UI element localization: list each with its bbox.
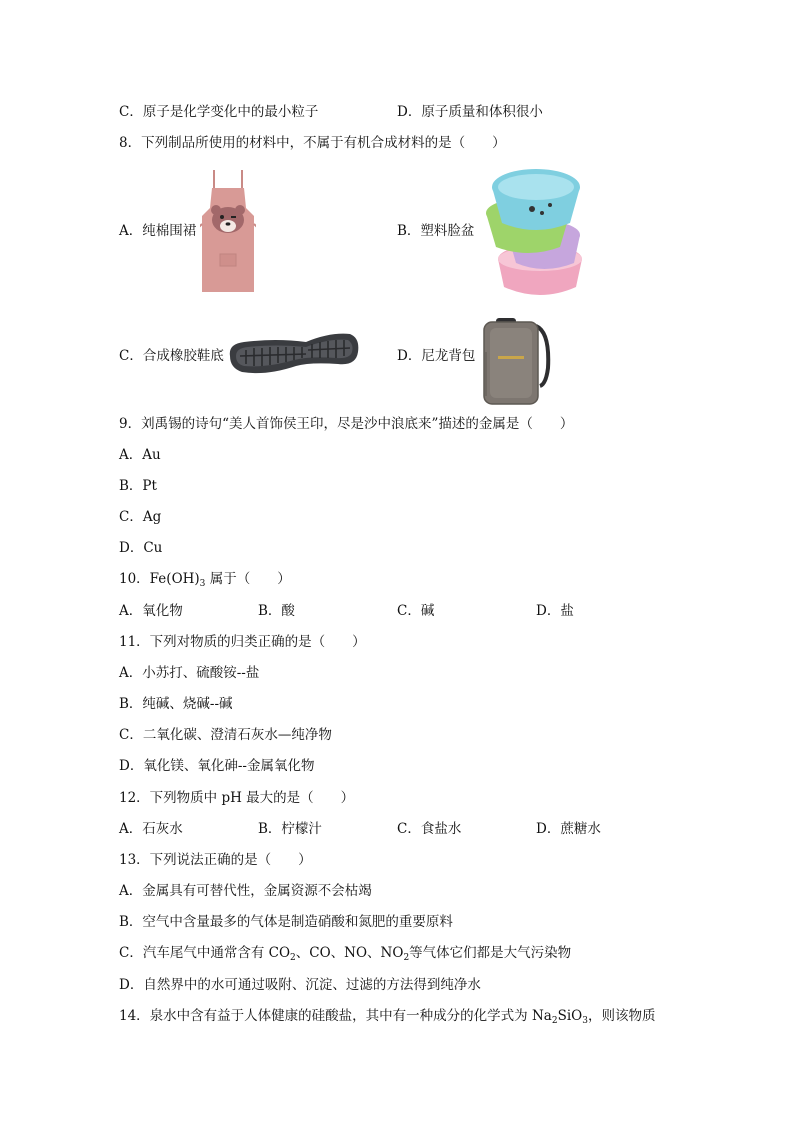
- q8-option-d: D．尼龙背包: [397, 348, 476, 364]
- q14-stem-sub1: 2: [551, 1016, 558, 1026]
- q7-option-c: C．原子是化学变化中的最小粒子: [119, 104, 319, 120]
- q11-option-a: A．小苏打、硫酸铵--盐: [119, 665, 260, 681]
- q10-option-d: D．盐: [536, 603, 574, 619]
- apron-image: [200, 168, 256, 294]
- q14-stem: [119, 1007, 655, 1030]
- q13-stem: 13．下列说法正确的是（ ）: [119, 852, 312, 868]
- q9-option-d: D．Cu: [119, 540, 163, 556]
- q13-option-c-sub1: 2: [290, 953, 296, 963]
- q13-option-c-part1: C．汽车尾气中通常含有 CO: [119, 945, 291, 961]
- plastic-basin-image: [480, 163, 582, 297]
- q8-option-b: B．塑料脸盆: [397, 223, 475, 239]
- q10-option-b: B．酸: [258, 603, 295, 619]
- q13-option-a: A．金属具有可替代性，金属资源不会枯竭: [119, 883, 372, 899]
- q11-option-c: C．二氧化碳、澄清石灰水—纯净物: [119, 727, 332, 743]
- q14-stem-part3: ，则该物质: [587, 1008, 656, 1024]
- q13-option-d: D．自然界中的水可通过吸附、沉淀、过滤的方法得到纯净水: [119, 977, 481, 993]
- q12-option-d: D．蔗糖水: [536, 821, 601, 837]
- nylon-backpack-image: [478, 312, 554, 408]
- q13-option-b: B．空气中含量最多的气体是制造硝酸和氮肥的重要原料: [119, 914, 453, 930]
- q8-option-c: C．合成橡胶鞋底: [119, 348, 224, 364]
- q12-option-a: A．石灰水: [119, 821, 183, 837]
- q13-option-c-sub2: 2: [403, 953, 410, 963]
- q13-option-c: [119, 944, 571, 967]
- q10-stem-subscript: 3: [199, 579, 206, 589]
- q13-option-c-part3: 等气体它们都是大气污染物: [409, 945, 572, 961]
- q10-option-c: C．碱: [397, 603, 435, 619]
- q12-option-b: B．柠檬汁: [258, 821, 322, 837]
- q12-stem: 12．下列物质中 pH 最大的是（ ）: [119, 790, 355, 806]
- q7-option-d: D．原子质量和体积很小: [397, 104, 543, 120]
- q10-stem-text: 属于（ ）: [205, 571, 291, 587]
- q9-stem: 9．刘禹锡的诗句“美人首饰侯王印，尽是沙中浪底来”描述的金属是（ ）: [119, 416, 574, 432]
- q9-option-b: B．Pt: [119, 478, 157, 494]
- q11-option-d: D．氧化镁、氧化砷--金属氧化物: [119, 758, 315, 774]
- q11-option-b: B．纯碱、烧碱--碱: [119, 696, 233, 712]
- q10-stem: [119, 570, 291, 593]
- q14-stem-part2: SiO: [557, 1008, 583, 1024]
- q10-option-a: A．氧化物: [119, 603, 183, 619]
- q8-option-a: A．纯棉围裙: [119, 223, 197, 239]
- q13-option-c-part2: 、CO、NO、NO: [295, 945, 404, 961]
- q9-option-c: C．Ag: [119, 509, 162, 525]
- q12-option-c: C．食盐水: [397, 821, 462, 837]
- q10-stem-formula: 10．Fe(OH): [119, 571, 200, 587]
- q14-stem-sub2: 3: [582, 1016, 588, 1026]
- q9-option-a: A．Au: [119, 447, 161, 463]
- q8-stem: 8．下列制品所使用的材料中，不属于有机合成材料的是（ ）: [119, 135, 506, 151]
- rubber-sole-image: [226, 326, 360, 378]
- q11-stem: 11．下列对物质的归类正确的是（ ）: [119, 634, 366, 650]
- q14-stem-part1: 14．泉水中含有益于人体健康的硅酸盐，其中有一种成分的化学式为 Na: [119, 1008, 552, 1024]
